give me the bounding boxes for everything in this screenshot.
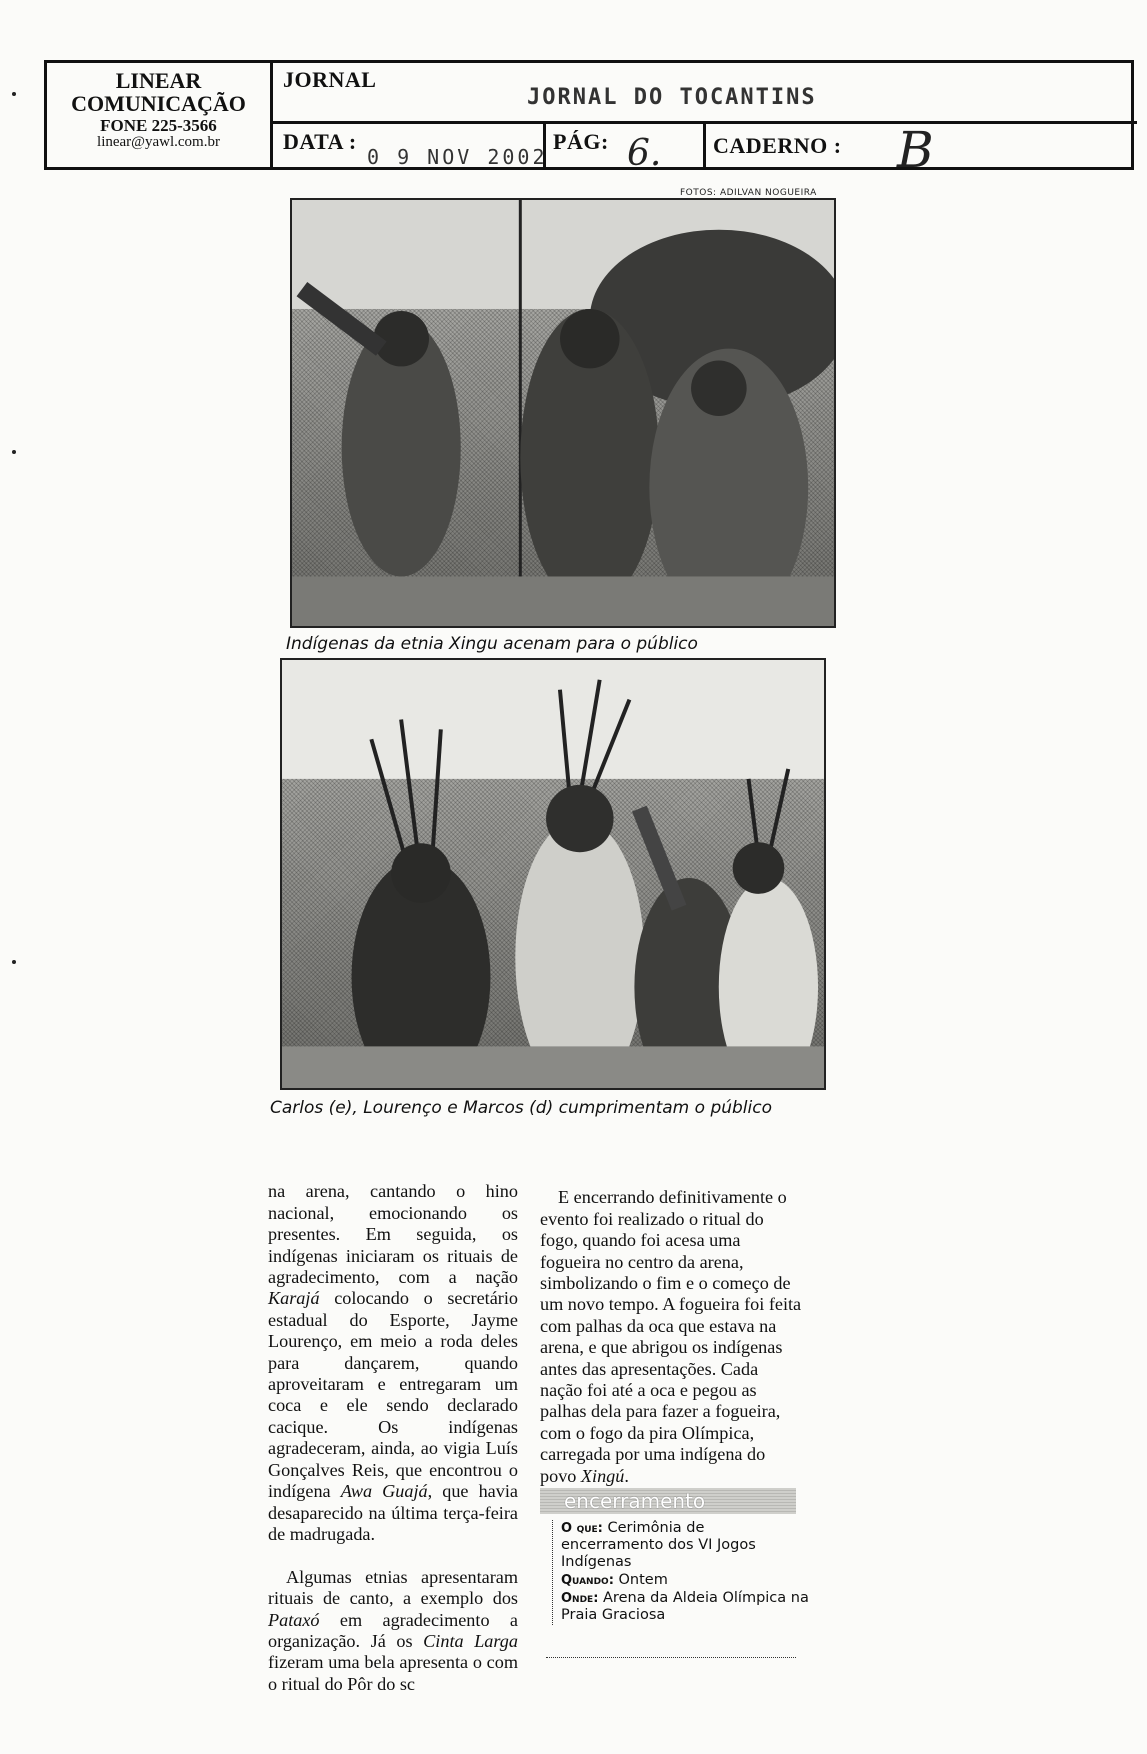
- caderno-handwritten-value: B: [897, 121, 934, 179]
- infobox: [552, 1520, 811, 1625]
- scan-speck: [12, 960, 16, 964]
- infobox-when-label: Quando:: [561, 1573, 614, 1588]
- ethnic-name: Cinta Larga: [423, 1630, 518, 1651]
- ethnic-name: Karajá: [268, 1288, 320, 1309]
- agency-name-line2: COMUNICAÇÃO: [71, 91, 246, 117]
- pag-label: PÁG:: [553, 129, 609, 154]
- agency-email: linear@yawl.com.br: [97, 134, 220, 151]
- article-text: Algumas etnias apresentaram rituais de canto, a exemplo dos: [268, 1566, 518, 1609]
- article-text: colocando o secretário estadual do Esporte, Jayme Lourenço, em meio a roda deles para dançarem, quando aproveitaram e entregaram um coca e ele sendo declarado cacique. Os indígenas agradeceram, ainda, ao vigia Luís Gonçalves Reis, que encontrou o indígena: [268, 1288, 518, 1502]
- agency-block: [47, 63, 273, 167]
- agency-name-line1: LINEAR: [115, 68, 202, 93]
- scan-speck: [12, 92, 16, 96]
- agency-phone: FONE 225-3566: [100, 116, 217, 136]
- photo-credit: FOTOS: ADILVAN NOGUEIRA: [680, 188, 817, 198]
- infobox-where-value: Arena da Aldeia Olímpica na Praia Graciosa: [561, 1590, 809, 1623]
- scan-speck: [12, 450, 16, 454]
- article-text: fizeram uma bela apresenta o com o ritual do Pôr do sc: [268, 1652, 518, 1694]
- caderno-label: CADERNO :: [713, 133, 842, 158]
- stamp-divider: [543, 121, 546, 167]
- article-column-1: [268, 1160, 518, 1695]
- article-text: E encerrando definitivamente o evento foi realizado o ritual do fogo, quando foi acesa uma fogueira no centro da arena, simbolizando o fim e o começo de um novo tempo. A fogueira foi feita com palhas da oca que estava na arena, e que abrigou os indígenas antes das apresentações. Cada nação foi até a oca e pegou as palhas dela para fazer a fogueira, com o fogo da pira Olímpica, carregada por uma indígena do povo: [540, 1187, 802, 1486]
- jornal-stamp-value: JORNAL DO TOCANTINS: [527, 85, 817, 110]
- article-text: , que havia desaparecido na última terça-feira de madrugada.: [268, 1481, 518, 1544]
- photo1-caption: Indígenas da etnia Xingu acenam para o público: [286, 634, 698, 654]
- pag-handwritten-value: 6.: [627, 133, 662, 174]
- article-text: na arena, cantando o hino nacional, emocionando os presentes. Em seguida, os indígenas iniciaram os rituais de agradecimento, com a nação: [268, 1181, 518, 1288]
- article-text: em agradecimento a organização. Já os: [268, 1609, 518, 1651]
- infobox-what: [561, 1520, 811, 1571]
- photo-xingu-waving: [290, 198, 836, 628]
- ethnic-name: Xingú: [580, 1465, 625, 1486]
- data-label: DATA :: [283, 129, 357, 154]
- infobox-when: [561, 1572, 811, 1589]
- photo-xingu-illustration: [292, 200, 834, 626]
- infobox-what-value: Cerimônia de encerramento dos VI Jogos Indígenas: [561, 1520, 756, 1570]
- jornal-label: JORNAL: [283, 67, 377, 92]
- clipping-stamp: [44, 60, 1134, 179]
- photo2-caption: Carlos (e), Lourenço e Marcos (d) cumprimentam o público: [270, 1098, 772, 1118]
- infobox-when-value: Ontem: [618, 1572, 668, 1588]
- infobox-title: encerramento: [540, 1488, 796, 1514]
- article-text: .: [624, 1465, 629, 1486]
- photo-officials-illustration: [282, 660, 824, 1088]
- ethnic-name: Awa Guajá: [340, 1481, 428, 1502]
- infobox-where-label: Onde:: [561, 1591, 599, 1606]
- data-stamp-value: 0 9 NOV 2002: [367, 145, 548, 169]
- infobox-bottom-rule: [546, 1657, 796, 1658]
- photo-officials-greeting: [280, 658, 826, 1090]
- infobox-what-label: O que:: [561, 1521, 603, 1536]
- ethnic-name: Pataxó: [268, 1609, 320, 1630]
- stamp-divider: [703, 121, 706, 167]
- infobox-where: [561, 1590, 811, 1624]
- article-column-2: [540, 1166, 802, 1487]
